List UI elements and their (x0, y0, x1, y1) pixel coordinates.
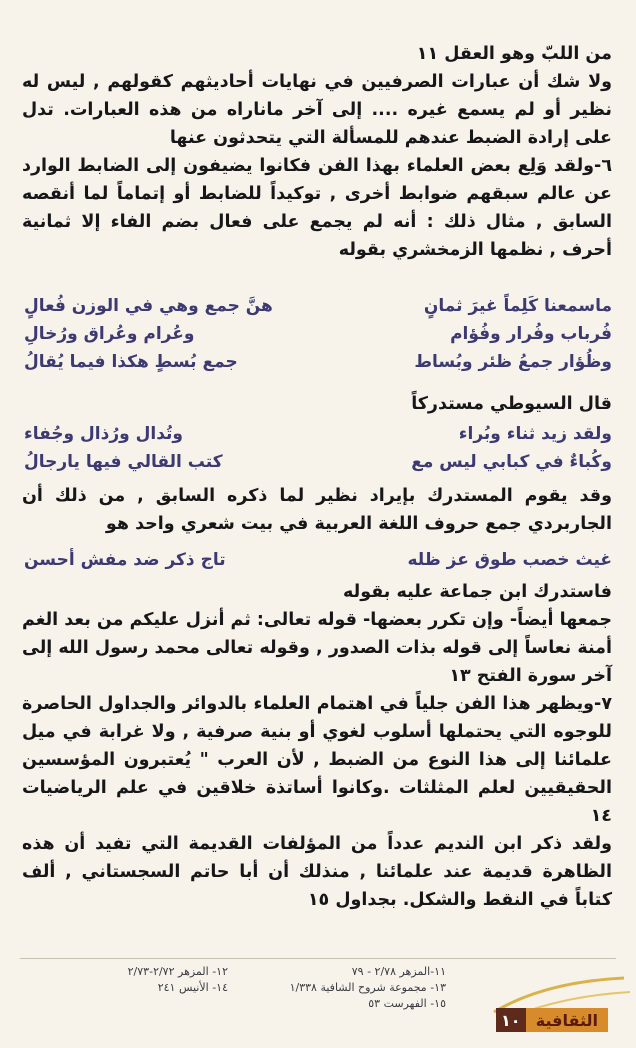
section-label: الثقافية (526, 1008, 608, 1032)
verse-block-zamakhshari (24, 292, 612, 376)
verse-hemistich-right: ولقد زيد ثناء وبُراء (458, 424, 612, 444)
body-text-top (22, 40, 612, 264)
paragraph: جمعها أيضاً- وإن تكرر بعضها- قوله تعالى: ثم أنزل عليكم من بعد الغم أمنة نعاساً إلى قوله بذات الصدور , وقوله تعالى محمد رسول الله إلى آخر سورة الفتح ١٣ (21, 610, 612, 686)
verse-line (24, 348, 612, 376)
verse-hemistich-right: وكُباءٌ في كبابي ليس مع (411, 452, 612, 472)
paragraph: وقد يقوم المستدرك بإيراد نظير لما ذكره السابق , من ذلك أن الجاربردي جمع حروف اللغة العربية في بيت شعري واحد هو (22, 486, 612, 534)
verse-hemistich-left: وعُرام وعُراق ورُخالِ (24, 324, 195, 344)
verse-hemistich-left: هنَّ جمع وهي في الوزن فُعالٍ (24, 296, 273, 316)
footnote: ١٥- الفهرست ٥٣ (368, 997, 446, 1010)
paragraph: ولا شك أن عبارات الصرفيين في نهايات أحاديثهم كقولهم , ليس له نظير أو لم يسمع غيره .... إلى آخر ماناراه من هذه العبارات. تدل على إرادة الضبط عندهم للمسألة التي يتحدثون عنها (22, 72, 612, 148)
paragraph: ٦-ولقد وَلِع بعض العلماء بهذا الفن فكانوا يضيفون إلى الضابط الوارد عن عالم سبقهم ضوابط أخرى , توكيداً للضابط أو إتماماً لما أنقصه السابق , مثال ذلك : أنه لم يجمع على فعال بضم الفاء إلا ثمانية أحرف , نظمها الزمخشري بقوله (22, 156, 612, 260)
page-badge (496, 1008, 608, 1032)
verse-line (24, 420, 612, 448)
verse-hemistich-right: فُرباب وفُرار وفُؤام (450, 324, 612, 344)
verse-block-jarabardi (24, 546, 612, 574)
verse-hemistich-left: وتُدال ورُذال وجُفاء (24, 424, 183, 444)
verse-hemistich-left: تاج ذكر ضد مفش أحسن (24, 550, 226, 570)
paragraph: ٧-ويظهر هذا الفن جلياً في اهتمام العلماء بالدوائر والجداول الحاصرة للوجوه التي يحتملها أسلوب لغوي أو بنية صرفية , ولا غرابة في ميل علمائنا إلى هذا النوع من الضبط , لأن العرب " يُعتبرون المؤسسين الحقيقيين لعلم المثلثات .وكانوا أساتذة خلاقين في علم الرياضيات ١٤ (22, 694, 612, 826)
paragraph: فاستدرك ابن جماعة عليه بقوله (343, 582, 612, 602)
page-number: ١٠ (496, 1008, 526, 1032)
verse-hemistich-right: ماسمعنا كَلِماً غيرَ ثمانٍ (423, 296, 612, 316)
verse-hemistich-right: غيث خصب طوق عز ظله (407, 550, 612, 570)
footnotes (40, 964, 446, 1012)
verse-hemistich-left: جمع بُسطٍ هكذا فيما يُقالُ (24, 352, 238, 372)
verse-line (24, 448, 612, 476)
suyuti-intro-block (22, 390, 612, 418)
verse-block-suyuti (24, 420, 612, 476)
verse-line (24, 320, 612, 348)
footnote: ١١-المزهر ٢/٧٨ - ٧٩ (351, 965, 446, 978)
suyuti-intro: قال السيوطي مستدركاً (411, 394, 612, 414)
footnote-divider (20, 958, 616, 959)
footnote: ١٤- الأنيس ٢٤١ (157, 981, 228, 994)
verse-line (24, 292, 612, 320)
footnote: ١٣- مجموعة شروح الشافية ١/٣٣٨ (289, 981, 446, 994)
paragraph: ولقد ذكر ابن النديم عدداً من المؤلفات القديمة التي تفيد أن هذه الظاهرة قديمة عند علمائنا , منذلك أن أبا حاتم السجستاني , ألف كتاباً في النقط والشكل. بجداول ١٥ (22, 834, 612, 910)
verse-line (24, 546, 612, 574)
jarabardi-block (22, 482, 612, 538)
body-text-bottom (22, 578, 612, 914)
footnote: ١٢- المزهر ٢/٧٢-٢/٧٣ (127, 965, 228, 978)
verse-hemistich-right: وظُؤار جمعُ ظئر وبُساط (414, 352, 612, 372)
verse-hemistich-left: كتب القالي فيها يارجالُ (24, 452, 223, 472)
paragraph: من اللبّ وهو العقل ١١ (416, 44, 612, 64)
